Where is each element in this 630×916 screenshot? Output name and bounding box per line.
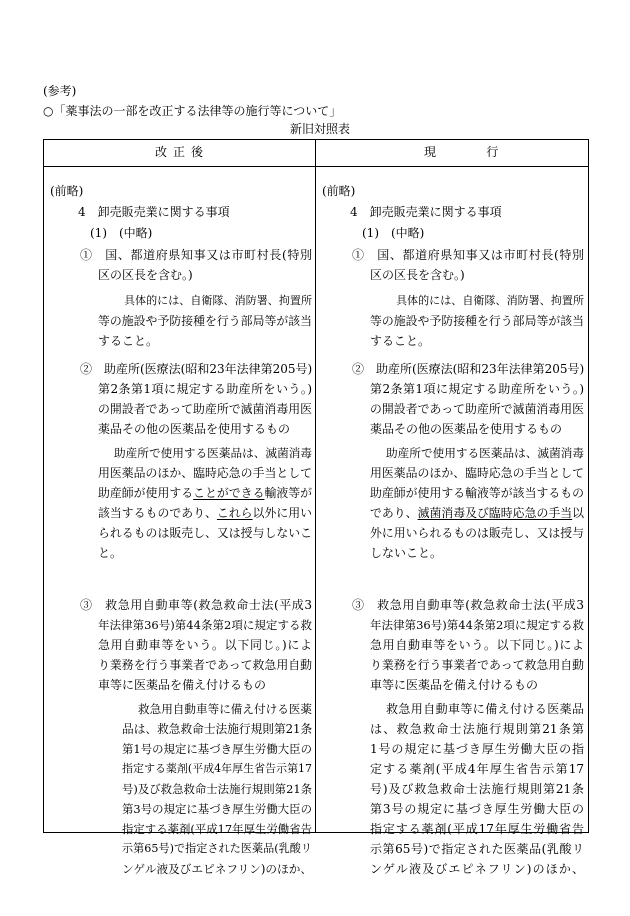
text-segment: の開設者であって助産所で滅菌消毒用医 (98, 402, 312, 416)
text-segment: 車等に医薬品を備え付けるもの (370, 678, 539, 692)
text-line (124, 293, 312, 309)
text-segment: 以 (572, 506, 585, 520)
text-line (122, 801, 312, 817)
text-segment: 以外に用い (252, 506, 313, 520)
text-segment: 外に用いられるものは販売し、又は授与 (370, 526, 584, 540)
text-line (122, 741, 312, 757)
text-line (352, 361, 584, 377)
text-line (370, 267, 465, 283)
table-column-divider (315, 139, 316, 833)
text-segment: 1号の規定に基づき厚生労働大臣の指 (370, 742, 584, 756)
text-line (122, 761, 312, 777)
text-line (122, 781, 312, 797)
text-segment: 第3号の規定に基づき厚生労働大臣の (370, 802, 584, 816)
text-line (98, 381, 312, 397)
table-title: 新旧対照表 (290, 122, 351, 136)
reference-note: (参考) (43, 84, 77, 98)
text-segment: 示第65号)で指定された医薬品(乳酸リ (370, 842, 584, 856)
text-line (370, 421, 562, 437)
text-line (98, 677, 266, 693)
text-segment: 具体的には、自衛隊、消防署、拘置所 (124, 294, 312, 307)
text-segment: ンゲル液及びエピネフリン)のほか、 (370, 862, 584, 876)
text-segment: 定する薬剤(平成4年厚生省告示第17 (370, 762, 584, 776)
text-line (80, 597, 312, 613)
text-line (322, 183, 355, 199)
text-segment: しないこと。 (370, 546, 443, 560)
text-segment: 号)及び救急救命士法施行規則第21条 (122, 782, 312, 796)
text-line (98, 485, 312, 501)
text-segment: 薬品その他の医薬品を使用するもの (98, 422, 291, 436)
text-segment: られるものは販売し、又は授与しないこ (98, 526, 312, 540)
text-line (98, 401, 312, 417)
text-line (352, 247, 584, 263)
text-segment: 指定する薬剤(平成4年厚生省告示第17 (122, 762, 312, 775)
text-segment: と。 (98, 546, 123, 560)
text-line (50, 183, 83, 199)
text-segment: 示第65号)で指定された医薬品(乳酸リ (122, 842, 312, 855)
text-line (350, 204, 502, 220)
text-line (370, 741, 584, 757)
amended-phrase: 滅菌消毒及び臨時応急の手当 (417, 506, 573, 520)
text-line (386, 445, 584, 461)
text-line (370, 657, 584, 673)
text-segment: ③ 救急用自動車等(救急救命士法(平成3 (352, 598, 584, 612)
text-line (114, 445, 312, 461)
text-segment: 等の施設や予防接種を行う部局等が該当 (370, 314, 584, 328)
text-segment: 用医薬品のほか、臨時応急の手当として (98, 466, 312, 480)
text-segment: ② 助産所(医療法(昭和23年法律第205号) (80, 362, 313, 376)
text-line (122, 721, 312, 737)
text-line (98, 421, 290, 437)
text-line (386, 701, 584, 717)
text-segment: 救急用自動車等に備え付ける医薬品 (386, 702, 584, 716)
text-line (98, 465, 312, 481)
text-line (80, 247, 312, 263)
text-line (370, 333, 430, 349)
text-segment: 薬品その他の医薬品を使用するもの (370, 422, 563, 436)
text-line (122, 821, 312, 837)
text-line (122, 861, 312, 877)
amended-phrase: ことができる (193, 486, 265, 500)
text-line (370, 465, 584, 481)
text-line (98, 617, 312, 633)
text-line (370, 637, 584, 653)
text-line (98, 333, 158, 349)
text-line (138, 701, 312, 717)
text-segment: 号)及び救急救命士法施行規則第21条 (370, 782, 584, 796)
text-line (370, 801, 584, 817)
text-line (370, 721, 584, 737)
text-segment: 車等に医薬品を備え付けるもの (98, 678, 267, 692)
text-segment: 第3号の規定に基づき厚生労働大臣の (122, 802, 312, 816)
amended-phrase: これら (216, 506, 253, 520)
text-line (370, 525, 584, 541)
text-line (370, 861, 584, 877)
text-line (362, 225, 424, 241)
text-segment: 区の区長を含む。) (370, 268, 465, 282)
text-line (78, 204, 230, 220)
text-segment: ② 助産所(医療法(昭和23年法律第205号) (352, 362, 585, 376)
text-segment: 区の区長を含む。) (98, 268, 193, 282)
text-segment: ① 国、都道府県知事又は市町村長(特別 (80, 248, 312, 262)
text-line (98, 267, 193, 283)
text-segment: ンゲル液及びエピネフリン)のほか、 (122, 862, 312, 876)
text-segment: り業務を行う事業者であって救急用自動 (370, 658, 584, 672)
text-line (98, 505, 312, 521)
text-line (98, 545, 122, 561)
text-line (370, 401, 584, 417)
text-segment: り業務を行う事業者であって救急用自動 (98, 658, 312, 672)
text-segment: ③ 救急用自動車等(救急救命士法(平成3 (80, 598, 312, 612)
text-line (352, 597, 584, 613)
text-line (370, 781, 584, 797)
document-title: ○「薬事法の一部を改正する法律等の施行等について」 (43, 104, 342, 118)
text-line (370, 677, 538, 693)
text-segment: 指定する薬剤(平成17年厚生労働省告 (122, 822, 312, 836)
text-segment: 急用自動車等をいう。以下同じ。)によ (98, 638, 312, 652)
text-segment: 助産所で使用する医薬品は、滅菌消毒 (114, 446, 312, 460)
text-segment: すること。 (370, 334, 431, 348)
text-segment: 4 卸売販売業に関する事項 (78, 205, 230, 219)
text-line (370, 485, 584, 501)
text-segment: 用医薬品のほか、臨時応急の手当として (370, 466, 584, 480)
text-line (122, 841, 312, 857)
text-segment: (1) (中略) (90, 226, 153, 240)
text-segment: 輸液等が (264, 486, 313, 500)
text-line (98, 657, 312, 673)
column-heading-current: 現 行 (424, 145, 518, 159)
text-line (98, 313, 312, 329)
text-line (370, 761, 584, 777)
text-segment: 等の施設や予防接種を行う部局等が該当 (98, 314, 312, 328)
text-line (98, 525, 312, 541)
text-line (396, 293, 584, 309)
text-line (90, 225, 152, 241)
text-line (370, 545, 442, 561)
text-segment: であり、 (370, 506, 418, 520)
text-line (370, 617, 584, 633)
text-segment: 救急用自動車等に備え付ける医薬 (138, 702, 312, 716)
text-segment: 助産師が使用する輸液等が該当するもの (370, 486, 584, 500)
text-segment: (前略) (322, 184, 356, 198)
table-header-rule (43, 166, 589, 167)
text-line (370, 313, 584, 329)
text-line (370, 841, 584, 857)
text-segment: ① 国、都道府県知事又は市町村長(特別 (352, 248, 584, 262)
text-line (370, 505, 584, 521)
text-segment: 第2条第1項に規定する助産所をいう。) (98, 382, 312, 396)
text-segment: 急用自動車等をいう。以下同じ。)によ (370, 638, 584, 652)
text-segment: 品は、救急救命士法施行規則第21条 (122, 722, 313, 736)
text-segment: 具体的には、自衛隊、消防署、拘置所 (396, 294, 584, 307)
column-heading-revised: 改正後 (155, 145, 210, 159)
text-segment: は、救急救命士法施行規則第21条第 (370, 722, 584, 736)
text-segment: 指定する薬剤(平成17年厚生労働省告 (370, 822, 584, 836)
text-line (80, 361, 312, 377)
text-segment: 該当するものであり、 (98, 506, 217, 520)
text-segment: 年法律第36号)第44条第2項に規定する救 (370, 618, 584, 632)
text-segment: (前略) (50, 184, 84, 198)
text-line (370, 381, 584, 397)
text-segment: 助産所で使用する医薬品は、滅菌消毒 (386, 446, 584, 460)
text-segment: (1) (中略) (362, 226, 425, 240)
text-line (370, 821, 584, 837)
text-segment: 4 卸売販売業に関する事項 (350, 205, 502, 219)
text-segment: 第2条第1項に規定する助産所をいう。) (370, 382, 584, 396)
text-segment: 年法律第36号)第44条第2項に規定する救 (98, 618, 312, 632)
text-segment: の開設者であって助産所で滅菌消毒用医 (370, 402, 584, 416)
text-segment: 助産師が使用する (98, 486, 194, 500)
text-segment: 第1号の規定に基づき厚生労働大臣の (122, 742, 312, 756)
text-segment: すること。 (98, 334, 159, 348)
text-line (98, 637, 312, 653)
